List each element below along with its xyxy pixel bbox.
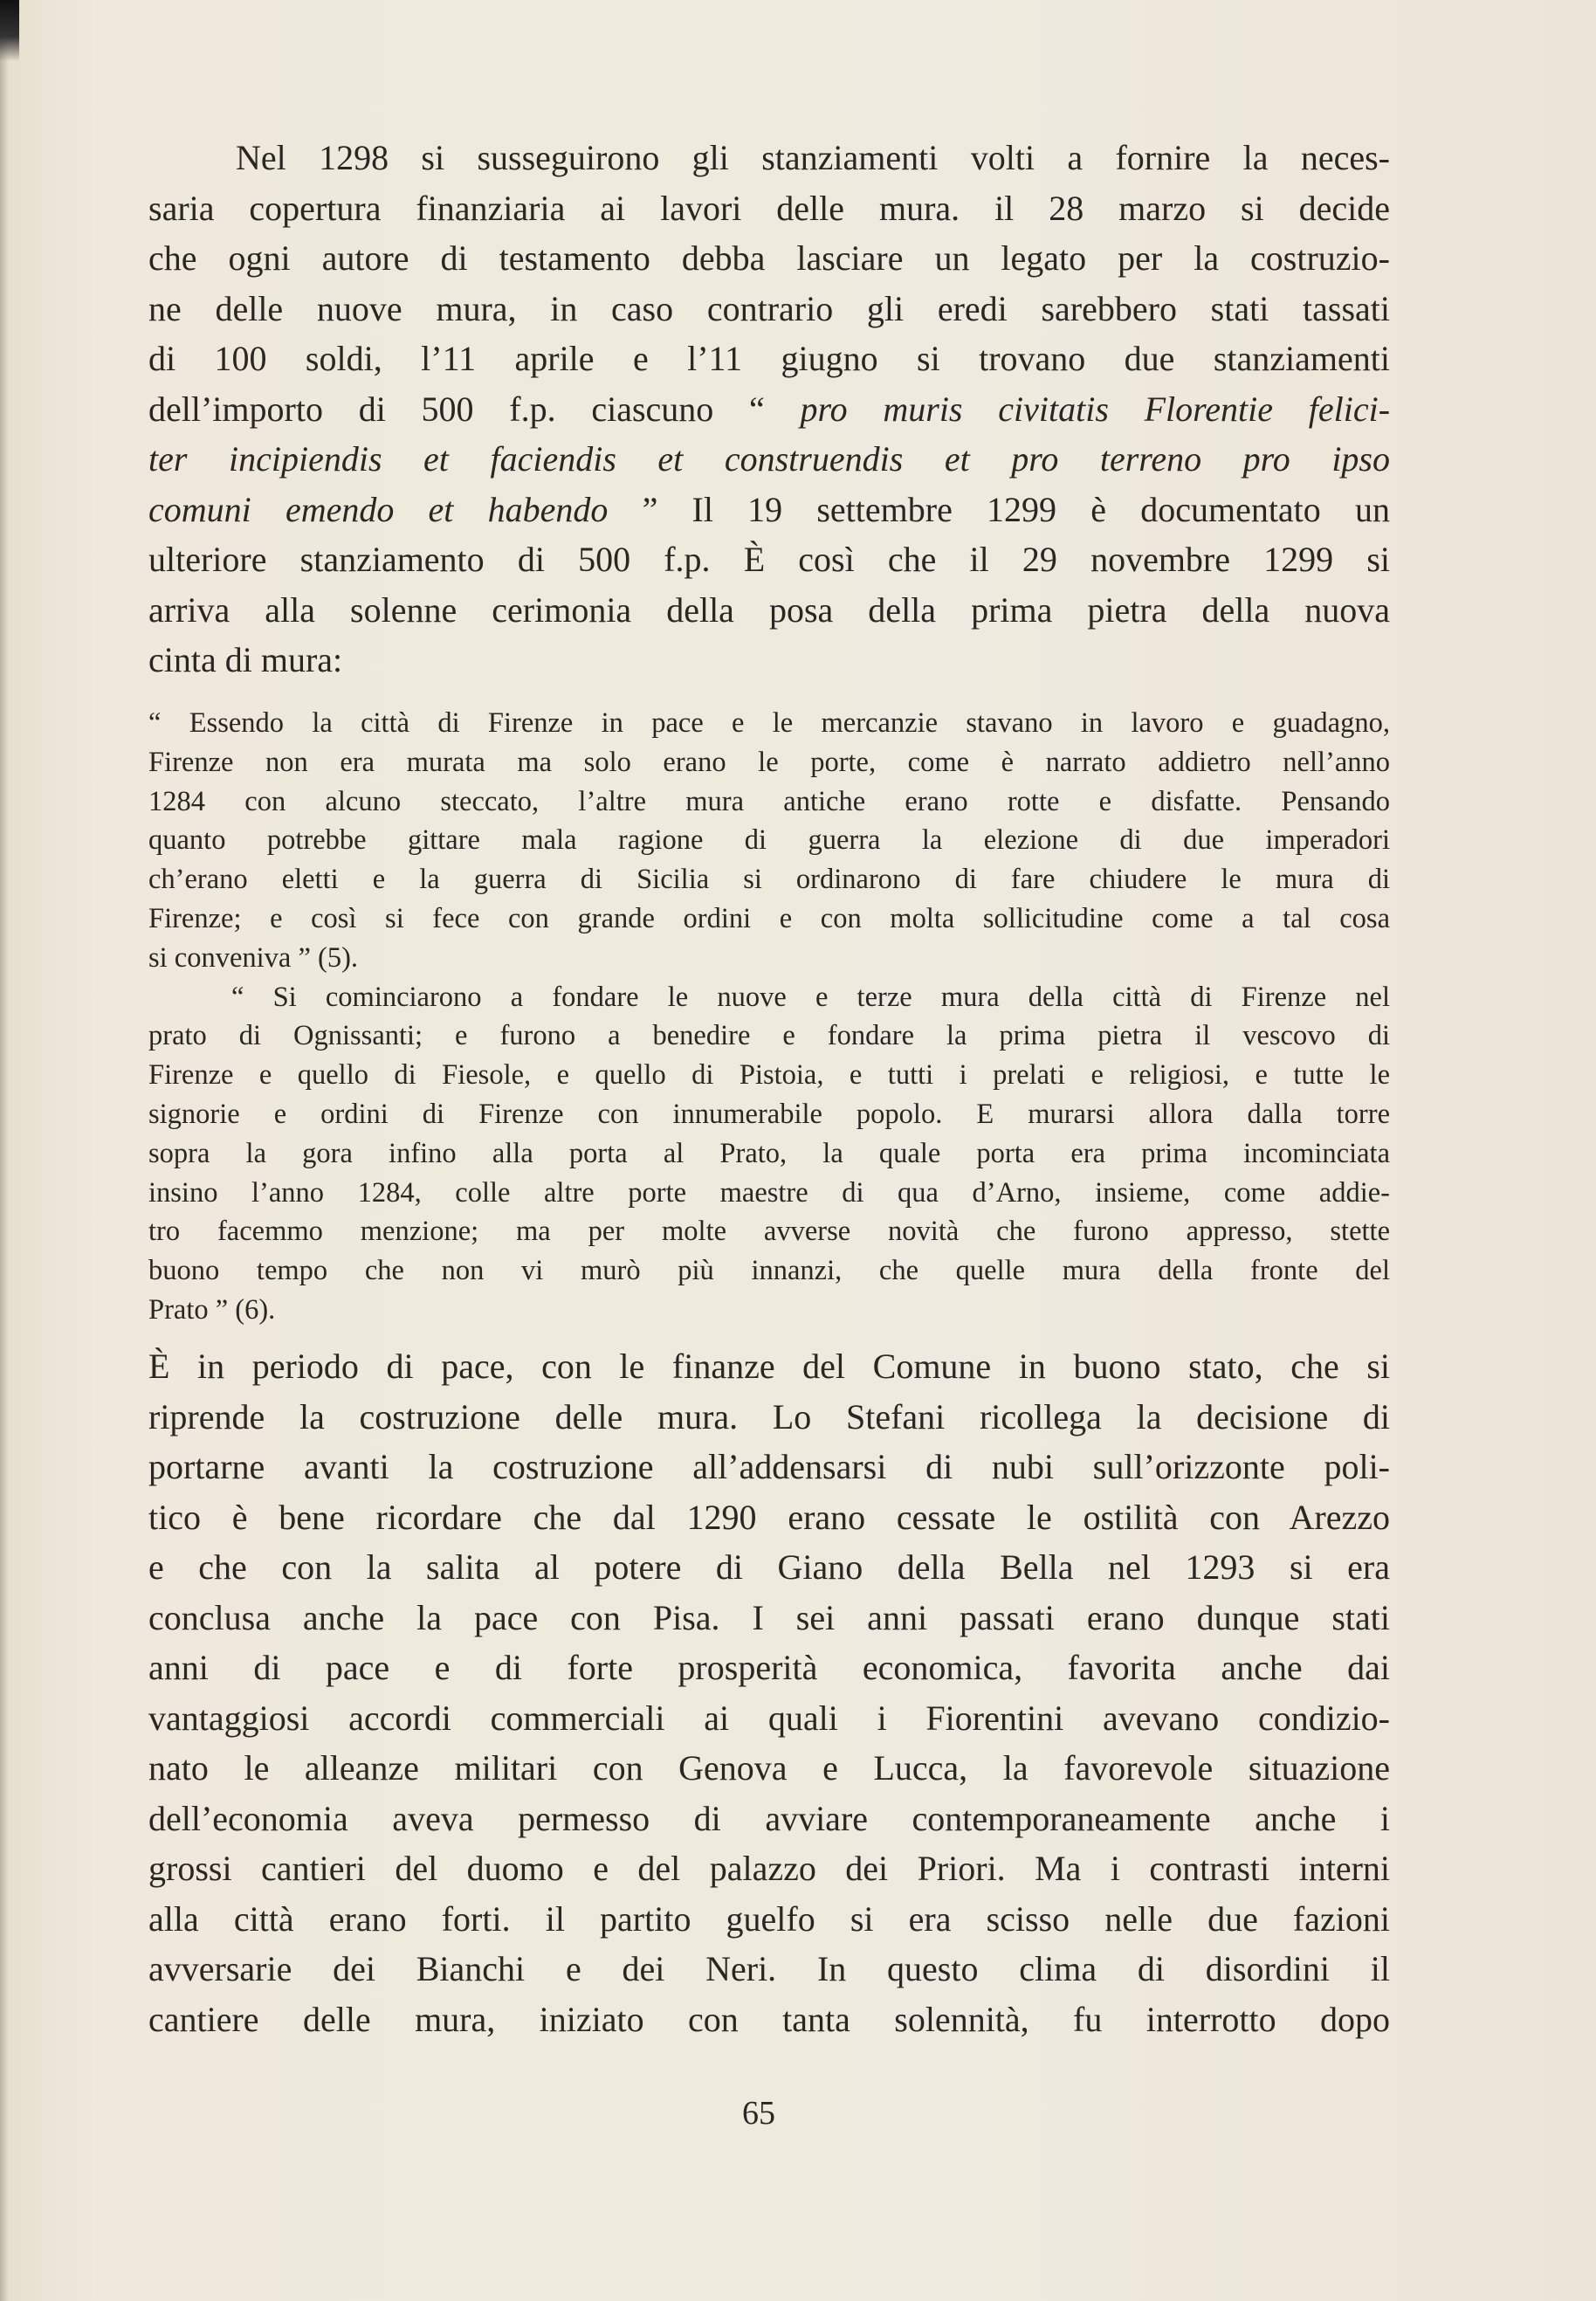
text-line: È in periodo di pace, con le finanze del Comune in buono stato, che si [148, 1347, 1390, 1386]
quote-line: Firenze e quello di Fiesole, e quello di Pistoia, e tutti i prelati e religiosi, e tutte le [148, 1059, 1390, 1092]
quote-line: “ Essendo la città di Firenze in pace e le mercanzie stavano in lavoro e guadagno, [148, 707, 1390, 739]
quote-line: ch’erano eletti e la guerra di Sicilia si ordinarono di fare chiudere le mura di [148, 864, 1390, 896]
text-line [148, 534, 1390, 585]
latin-quote-segment: ter incipiendis et faciendis et construendis et pro terreno pro ipso [148, 439, 1390, 479]
text-line: riprende la costruzione delle mura. Lo Stefani ricollega la decisione di [148, 1396, 1390, 1436]
text-line [148, 585, 1390, 636]
text-line: dell’economia aveva permesso di avviare contemporaneamente anche i [148, 1798, 1390, 1838]
paragraph-1 [148, 133, 1390, 685]
text-line [148, 635, 1390, 685]
text-segment: cinta di mura: [148, 640, 343, 679]
text-line: tico è bene ricordare che dal 1290 erano cessate le ostilità con Arezzo [148, 1497, 1390, 1537]
text-line: nato le alleanze militari con Genova e Lucca, la favorevole situazione [148, 1748, 1390, 1788]
text-segment: dell’importo di 500 f.p. ciascuno “ [148, 389, 801, 429]
text-segment: ” Il 19 settembre 1299 è documentato un [608, 489, 1390, 529]
quote-line: quanto potrebbe gittare mala ragione di guerra la elezione di due imperadori [148, 824, 1390, 857]
quote-line: Firenze non era murata ma solo erano le porte, come è narrato addietro nell’anno [148, 746, 1390, 778]
text-line [148, 133, 1390, 183]
text-line: anni di pace e di forte prosperità economica, favorita anche dai [148, 1648, 1390, 1687]
chronicle-quotation [148, 704, 1390, 1330]
text-segment: Nel 1298 si susseguirono gli stanziamenti volti a fornire la neces- [236, 138, 1390, 177]
text-line: vantaggiosi accordi commerciali ai quali i Fiorentini avevano condizio- [148, 1698, 1390, 1738]
text-line [148, 233, 1390, 284]
quote-line: insino l’anno 1284, colle altre porte maestre di qua d’Arno, insieme, come addie- [148, 1176, 1390, 1209]
quote-line: prato di Ognissanti; e furono a benedire e fondare la prima pietra il vescovo di [148, 1020, 1390, 1052]
text-line: cantiere delle mura, iniziato con tanta solennità, fu interrotto dopo [148, 1999, 1390, 2039]
page-edge-shadow [0, 0, 9, 2301]
text-line [148, 434, 1390, 485]
text-segment: saria copertura finanziaria ai lavori delle mura. il 28 marzo si decide [148, 188, 1390, 228]
scan-corner-shadow [0, 0, 19, 61]
quote-line: sopra la gora infino alla porta al Prato, la quale porta era prima incominciata [148, 1137, 1390, 1169]
text-line [148, 485, 1390, 535]
quote-line: “ Si cominciarono a fondare le nuove e terze mura della città di Firenze nel [231, 981, 1390, 1013]
text-line [148, 384, 1390, 435]
latin-quote-segment: comuni emendo et habendo [148, 489, 609, 529]
text-line [148, 284, 1390, 334]
quote-line: tro facemmo menzione; ma per molte avverse novità che furono appresso, stette [148, 1216, 1390, 1248]
quote-line: signorie e ordini di Firenze con innumerabile popolo. E murarsi allora dalla torre [148, 1098, 1390, 1130]
paragraph-2 [148, 1341, 1390, 2044]
text-segment: arriva alla solenne cerimonia della posa della prima pietra della nuova [148, 589, 1390, 630]
latin-quote-segment: pro muris civitatis Florentie felici- [800, 389, 1391, 429]
quote-line: si conveniva ” (5). [148, 941, 359, 974]
page-number: 65 [742, 2095, 775, 2132]
text-segment: che ogni autore di testamento debba lasciare un legato per la costruzio- [148, 238, 1390, 278]
text-line [148, 183, 1390, 234]
text-segment: di 100 soldi, l’11 aprile e l’11 giugno si trovano due stanziamenti [148, 339, 1390, 378]
text-line: avversarie dei Bianchi e dei Neri. In questo clima di disordini il [148, 1949, 1390, 1988]
text-segment: ulteriore stanziamento di 500 f.p. È così che il 29 novembre 1299 si [148, 540, 1390, 579]
quote-line: buono tempo che non vi murò più innanzi, che quelle mura della fronte del [148, 1255, 1390, 1287]
text-line: conclusa anche la pace con Pisa. I sei anni passati erano dunque stati [148, 1597, 1390, 1637]
quote-line: Firenze; e così si fece con grande ordini e con molta sollicitudine come a tal cosa [148, 902, 1390, 934]
quote-line: 1284 con alcuno steccato, l’altre mura antiche erano rotte e disfatte. Pensando [148, 785, 1390, 817]
text-line [148, 334, 1390, 384]
text-segment: ne delle nuove mura, in caso contrario gli eredi sarebbero stati tassati [148, 288, 1390, 328]
quote-line: Prato ” (6). [148, 1293, 276, 1326]
text-line: alla città erano forti. il partito guelfo si era scisso nelle due fazioni [148, 1898, 1390, 1939]
text-line: portarne avanti la costruzione all’addensarsi di nubi sull’orizzonte poli- [148, 1447, 1390, 1486]
text-line: grossi cantieri del duomo e del palazzo dei Priori. Ma i contrasti interni [148, 1849, 1390, 1888]
text-line: e che con la salita al potere di Giano della Bella nel 1293 si era [148, 1547, 1390, 1587]
